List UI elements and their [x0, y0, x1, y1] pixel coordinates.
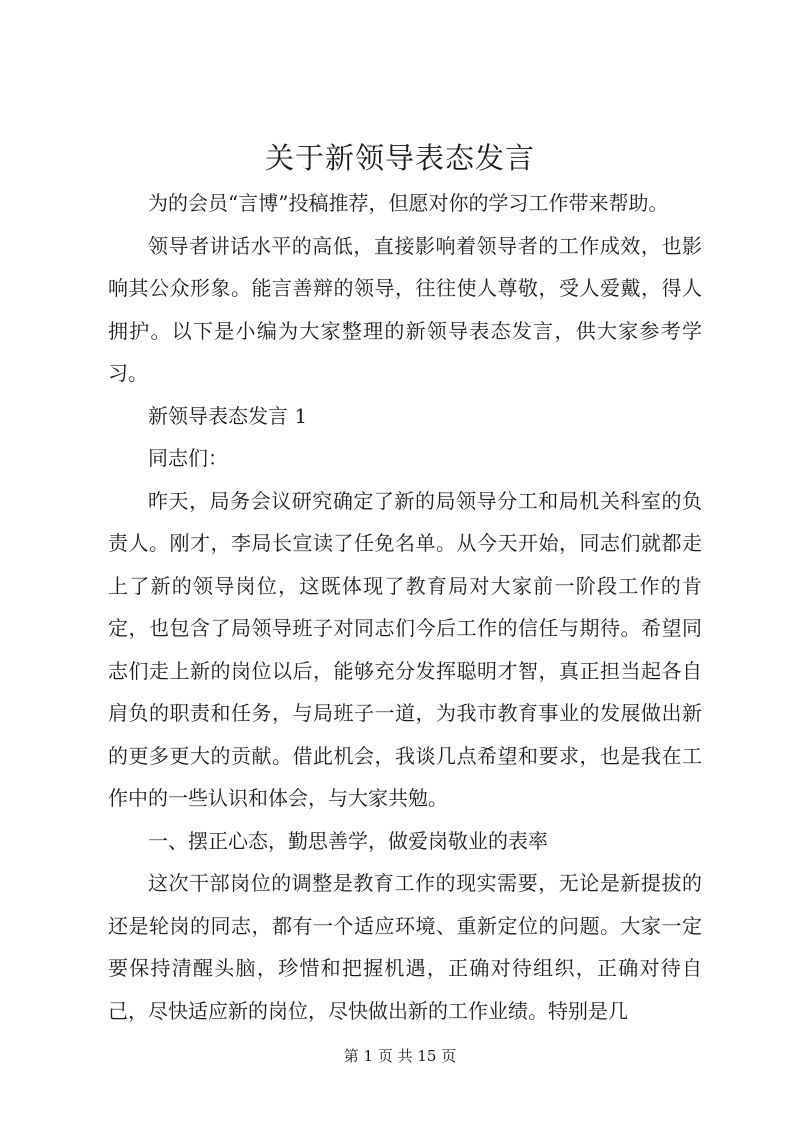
- section-heading-speech-1: 新领导表态发言 1: [148, 403, 308, 428]
- document-title: 关于新领导表态发言: [264, 141, 535, 175]
- paragraph-intro: 为的会员“言博”投稿推荐，但愿对你的学习工作带来帮助。: [148, 191, 669, 215]
- paragraph-salutation: 同志们：: [148, 446, 228, 470]
- document-body: [108, 182, 702, 1032]
- section-heading-point-1: 一、摆正心态，勤思善学，做爱岗敬业的表率: [148, 828, 548, 853]
- paragraph-point-1-body: 这次干部岗位的调整是教育工作的现实需要，无论是新提拔的还是轮岗的同志，都有一个适应环境、重新定位的问题。大家一定要保持清醒头脑，珍惜和把握机遇，正确对待组织，正确对待自己，尽快适应新的岗位，尽快做出新的工作业绩。特别是几: [108, 871, 702, 1023]
- paragraph-summary: 领导者讲话水平的高低，直接影响着领导者的工作成效，也影响其公众形象。能言善辩的领导，往往使人尊敬，受人爱戴，得人拥护。以下是小编为大家整理的新领导表态发言，供大家参考学习。: [108, 233, 702, 385]
- paragraph-speech-body: 昨天，局务会议研究确定了新的局领导分工和局机关科室的负责人。刚才，李局长宣读了任免名单。从今天开始，同志们就都走上了新的领导岗位，这既体现了教育局对大家前一阶段工作的肯定，也包含了局领导班子对同志们今后工作的信任与期待。希望同志们走上新的岗位以后，能够充分发挥聪明才智，真正担当起各自肩负的职责和任务，与局班子一道，为我市教育事业的发展做出新的更多更大的贡献。借此机会，我谈几点希望和要求，也是我在工作中的一些认识和体会，与大家共勉。: [108, 488, 702, 810]
- page-number-footer: 第 1 页 共 15 页: [343, 1047, 457, 1065]
